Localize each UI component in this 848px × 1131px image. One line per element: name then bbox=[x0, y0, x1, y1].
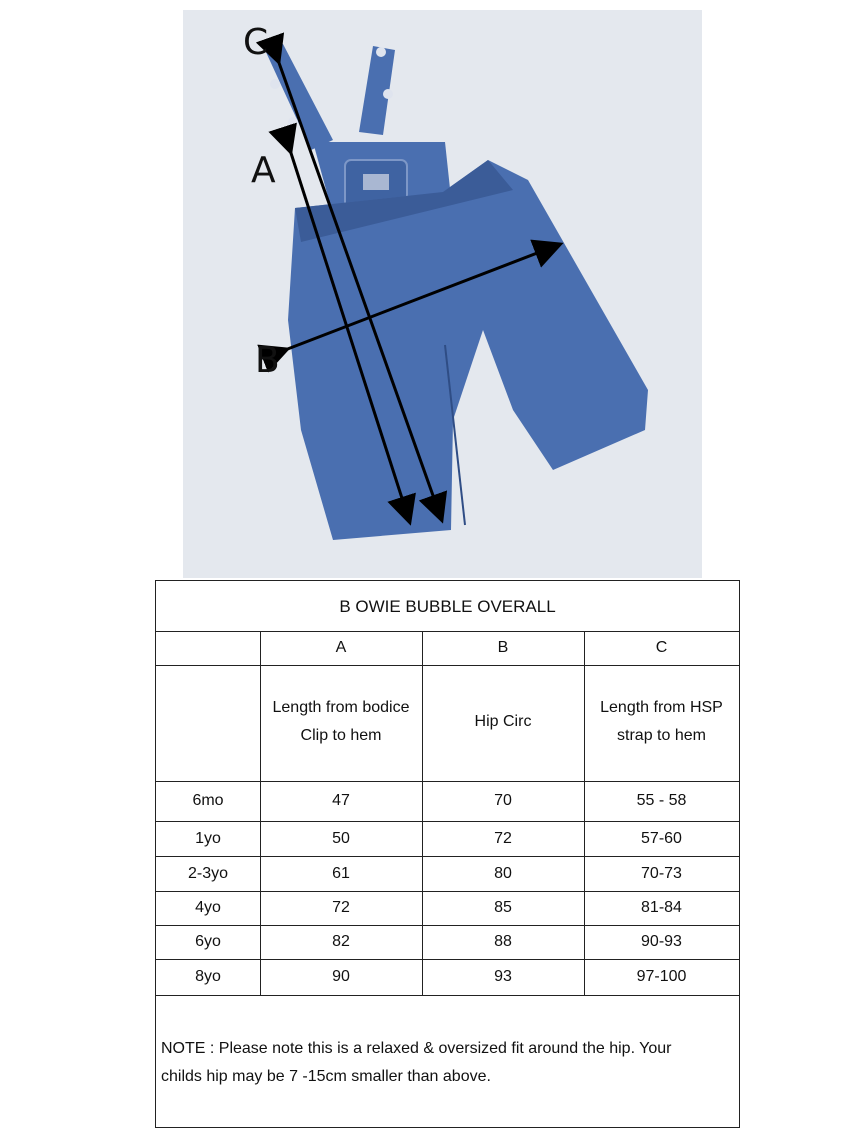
value-c: 70-73 bbox=[641, 864, 682, 882]
value-c: 57-60 bbox=[641, 829, 682, 847]
table-title: B OWIE BUBBLE OVERALL bbox=[339, 597, 556, 616]
size-label: 6mo bbox=[192, 792, 224, 809]
value-b: 88 bbox=[494, 933, 512, 950]
value-c: 55 - 58 bbox=[636, 792, 687, 809]
value-a: 61 bbox=[332, 864, 350, 882]
size-label: 8yo bbox=[195, 968, 221, 985]
col-desc-a-line2: Clip to hem bbox=[300, 727, 382, 744]
col-desc-a bbox=[260, 693, 422, 751]
value-a: 72 bbox=[332, 899, 350, 916]
value-c: 90-93 bbox=[641, 933, 682, 950]
value-b: 70 bbox=[494, 792, 512, 809]
value-b: 72 bbox=[494, 829, 512, 847]
col-desc-a-line1: Length from bodice bbox=[272, 699, 410, 716]
row-divider bbox=[156, 665, 739, 666]
label-b: B bbox=[255, 340, 280, 381]
label-c: C bbox=[243, 22, 269, 63]
overall-measurement-diagram bbox=[183, 10, 702, 578]
strap-button-icon bbox=[376, 47, 386, 57]
col-key-a: A bbox=[335, 639, 347, 656]
size-label: 2-3yo bbox=[187, 864, 229, 882]
strap-button-icon bbox=[288, 117, 298, 127]
size-label: 6yo bbox=[195, 933, 221, 950]
fit-note-line1: NOTE : Please note this is a relaxed & oversized fit around the hip. Your bbox=[161, 1040, 672, 1057]
fit-note-line2: childs hip may be 7 -15cm smaller than above. bbox=[161, 1068, 491, 1085]
value-c: 81-84 bbox=[641, 899, 682, 916]
pocket-tag bbox=[363, 174, 389, 190]
row-divider bbox=[156, 995, 739, 996]
strap-button-icon bbox=[383, 89, 393, 99]
size-label: 4yo bbox=[195, 899, 221, 916]
col-desc-c-line1: Length from HSP bbox=[600, 699, 723, 716]
value-a: 50 bbox=[332, 829, 350, 847]
value-b: 80 bbox=[494, 864, 512, 882]
col-desc-c bbox=[584, 693, 739, 751]
product-photo bbox=[183, 10, 702, 578]
size-label: 1yo bbox=[195, 829, 221, 847]
col-desc-b-line1: Hip Circ bbox=[474, 713, 532, 730]
value-c: 97-100 bbox=[636, 968, 687, 985]
value-b: 93 bbox=[494, 968, 512, 985]
col-key-b: B bbox=[497, 639, 509, 656]
value-a: 82 bbox=[332, 933, 350, 950]
label-a: A bbox=[251, 150, 276, 191]
strap-button-icon bbox=[270, 79, 280, 89]
value-a: 90 bbox=[332, 968, 350, 985]
col-desc-c-line2: strap to hem bbox=[617, 727, 706, 744]
size-chart-table bbox=[155, 580, 740, 1128]
fit-note bbox=[161, 1035, 733, 1091]
col-key-c: C bbox=[655, 639, 668, 656]
value-b: 85 bbox=[494, 899, 512, 916]
value-a: 47 bbox=[332, 792, 350, 809]
col-desc-b bbox=[422, 693, 584, 751]
